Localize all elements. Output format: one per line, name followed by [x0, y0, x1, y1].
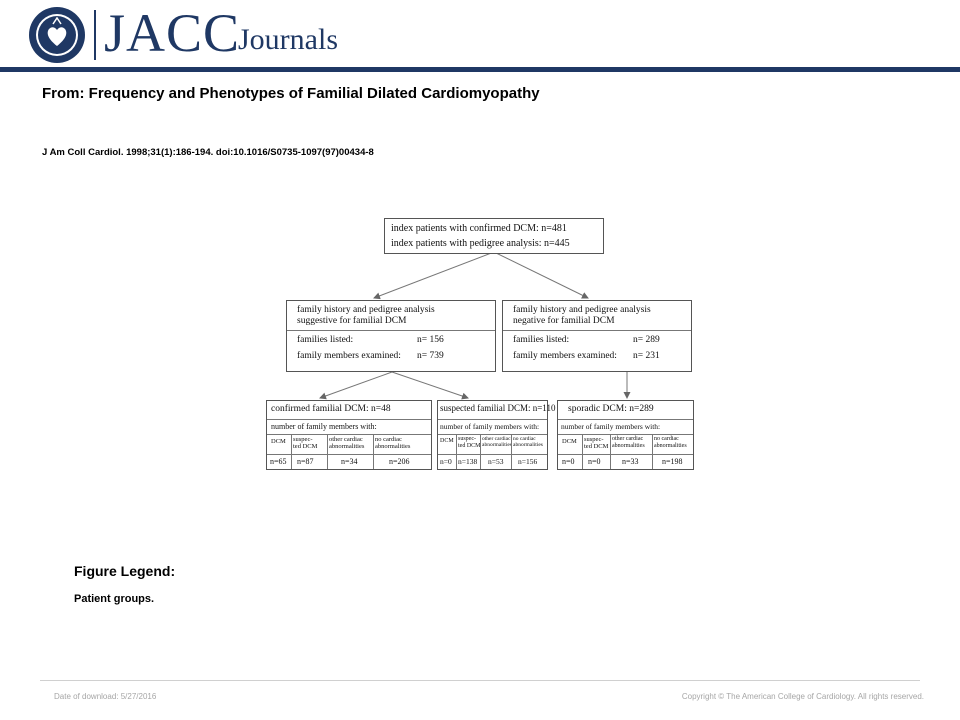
suspected-col-sep-1 — [456, 434, 457, 469]
suspected-col-suspected: suspec- ted DCM — [458, 436, 481, 449]
suggestive-members-value: n= 739 — [417, 351, 444, 361]
confirmed-col-dcm: DCM — [271, 438, 286, 445]
suggestive-divider — [287, 330, 495, 331]
confirmed-val-none: n=206 — [389, 457, 410, 466]
suggestive-families-label: families listed: — [297, 335, 354, 345]
sporadic-divider-2 — [558, 434, 693, 435]
suspected-divider-3 — [438, 454, 547, 455]
suspected-divider-2 — [438, 434, 547, 435]
suggestive-heading-2: suggestive for familial DCM — [297, 316, 407, 326]
journal-header — [0, 0, 960, 68]
suggestive-heading-1: family history and pedigree analysis — [297, 305, 435, 315]
index-patients-box — [384, 218, 604, 254]
negative-families-label: families listed: — [513, 335, 570, 345]
figure-legend-heading: Figure Legend: — [74, 563, 176, 579]
sporadic-divider-1 — [558, 419, 693, 420]
confirmed-col-suspected: suspec- ted DCM — [293, 436, 318, 451]
confirmed-familial-subtitle: number of family members with: — [271, 422, 377, 431]
confirmed-familial-box — [266, 400, 432, 470]
suspected-familial-box — [437, 400, 556, 470]
sporadic-col-sep-3 — [652, 434, 653, 469]
confirmed-val-dcm: n=65 — [270, 457, 287, 466]
suspected-val-none: n=156 — [518, 457, 538, 466]
suspected-familial-subtitle: number of family members with: — [440, 422, 540, 431]
suspected-divider-1 — [438, 419, 547, 420]
sporadic-val-other: n=33 — [622, 457, 639, 466]
header-bar — [0, 67, 960, 72]
sporadic-col-sep-2 — [610, 434, 611, 469]
confirmed-col-other: other cardiac abnormalities — [329, 436, 365, 451]
copyright-notice: Copyright © The American College of Cardiology. All rights reserved. — [681, 692, 924, 701]
connector-left-bottom1 — [320, 372, 392, 398]
sporadic-col-other: other cardiac abnormalities — [612, 436, 645, 449]
sporadic-dcm-title: sporadic DCM: n=289 — [568, 404, 654, 414]
confirmed-col-sep-2 — [327, 434, 328, 469]
brand-journals: Journals — [238, 23, 338, 56]
negative-heading-2: negative for familial DCM — [513, 316, 615, 326]
negative-members-label: family members examined: — [513, 351, 617, 361]
confirmed-col-none: no cardiac abnormalities — [375, 436, 411, 451]
article-citation: J Am Coll Cardiol. 1998;31(1):186-194. doi:10.1016/S0735-1097(97)00434-8 — [42, 147, 374, 158]
suspected-col-sep-2 — [480, 434, 481, 469]
brand-jacc: JACC — [104, 3, 241, 63]
index-pedigree-text: index patients with pedigree analysis: n=445 — [391, 238, 570, 249]
connector-left-bottom2 — [392, 372, 468, 398]
negative-families-value: n= 289 — [633, 335, 660, 345]
download-date: Date of download: 5/27/2016 — [54, 692, 157, 701]
article-title: From: Frequency and Phenotypes of Familial Dilated Cardiomyopathy — [42, 85, 540, 102]
sporadic-val-none: n=198 — [662, 457, 683, 466]
sporadic-val-suspected: n=0 — [588, 457, 601, 466]
sporadic-dcm-box — [557, 400, 694, 470]
sporadic-dcm-subtitle: number of family members with: — [561, 422, 661, 431]
negative-members-value: n= 231 — [633, 351, 660, 361]
suspected-col-sep-3 — [511, 434, 512, 469]
figure-legend-text: Patient groups. — [74, 593, 155, 605]
confirmed-col-sep-1 — [291, 434, 292, 469]
footer-divider — [40, 680, 920, 681]
negative-familial-box — [502, 300, 692, 372]
sporadic-divider-3 — [558, 454, 693, 455]
confirmed-divider-1 — [267, 419, 431, 420]
header-divider — [94, 10, 96, 60]
suspected-familial-title: suspected familial DCM: n=110 — [440, 403, 556, 413]
suspected-col-dcm: DCM — [440, 438, 454, 444]
patient-groups-diagram — [262, 212, 702, 474]
negative-heading-1: family history and pedigree analysis — [513, 305, 651, 315]
confirmed-val-suspected: n=87 — [297, 457, 314, 466]
suggestive-members-label: family members examined: — [297, 351, 401, 361]
acc-seal-logo — [28, 6, 86, 64]
suspected-val-dcm: n=0 — [440, 457, 452, 466]
sporadic-col-suspected: suspec- ted DCM — [584, 436, 609, 451]
suggestive-families-value: n= 156 — [417, 335, 444, 345]
index-confirmed-text: index patients with confirmed DCM: n=481 — [391, 223, 567, 234]
sporadic-val-dcm: n=0 — [562, 457, 575, 466]
suspected-col-other: other cardiac abnormalities — [482, 436, 512, 449]
confirmed-divider-3 — [267, 454, 431, 455]
suggestive-familial-box — [286, 300, 496, 372]
connector-top-right — [494, 252, 588, 298]
confirmed-familial-title: confirmed familial DCM: n=48 — [271, 404, 391, 414]
sporadic-col-dcm: DCM — [562, 438, 577, 445]
confirmed-col-sep-3 — [373, 434, 374, 469]
suspected-col-none: no cardiac abnormalities — [513, 436, 543, 449]
sporadic-col-sep-1 — [582, 434, 583, 469]
negative-divider — [503, 330, 691, 331]
confirmed-val-other: n=34 — [341, 457, 358, 466]
connector-top-left — [374, 252, 494, 298]
suspected-val-suspected: n=138 — [458, 457, 478, 466]
sporadic-col-none: no cardiac abnormalities — [654, 436, 687, 449]
suspected-val-other: n=53 — [488, 457, 504, 466]
